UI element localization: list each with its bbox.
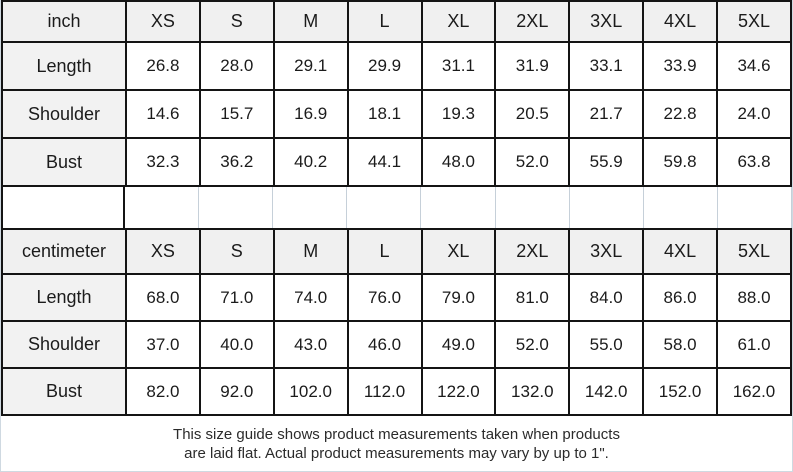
value-cell: 29.1: [274, 42, 348, 90]
spacer-label-cell: [1, 187, 125, 228]
value-cell: 81.0: [495, 274, 569, 321]
size-header-xs: XS: [126, 229, 200, 274]
value-cell: 49.0: [422, 321, 496, 368]
value-cell: 82.0: [126, 368, 200, 415]
value-cell: 68.0: [126, 274, 200, 321]
spacer-cell: [570, 187, 644, 228]
size-header-2xl: 2XL: [495, 1, 569, 42]
value-cell: 43.0: [274, 321, 348, 368]
centimeter-size-table: [1, 228, 792, 416]
value-cell: 52.0: [495, 138, 569, 186]
value-cell: 31.1: [422, 42, 496, 90]
size-header-5xl: 5XL: [717, 229, 791, 274]
value-cell: 46.0: [348, 321, 422, 368]
value-cell: 20.5: [495, 90, 569, 138]
unit-header-centimeter: centimeter: [2, 229, 126, 274]
value-cell: 32.3: [126, 138, 200, 186]
value-cell: 142.0: [569, 368, 643, 415]
size-header-3xl: 3XL: [569, 1, 643, 42]
value-cell: 132.0: [495, 368, 569, 415]
value-cell: 15.7: [200, 90, 274, 138]
value-cell: 162.0: [717, 368, 791, 415]
value-cell: 48.0: [422, 138, 496, 186]
value-cell: 61.0: [717, 321, 791, 368]
value-cell: 18.1: [348, 90, 422, 138]
value-cell: 58.0: [643, 321, 717, 368]
value-cell: 16.9: [274, 90, 348, 138]
spacer-cell: [125, 187, 199, 228]
disclaimer: [1, 416, 792, 463]
spacer-cell: [347, 187, 421, 228]
value-cell: 112.0: [348, 368, 422, 415]
size-header-xl: XL: [422, 229, 496, 274]
table-spacer: [1, 187, 792, 228]
spacer-cell: [199, 187, 273, 228]
value-cell: 26.8: [126, 42, 200, 90]
centimeter-bust-row: [2, 368, 791, 415]
value-cell: 37.0: [126, 321, 200, 368]
value-cell: 28.0: [200, 42, 274, 90]
unit-header-inch: inch: [2, 1, 126, 42]
size-header-l: L: [348, 229, 422, 274]
inch-length-row: [2, 42, 791, 90]
spacer-cell: [496, 187, 570, 228]
disclaimer-line-1: This size guide shows product measurements taken when products: [173, 426, 620, 443]
value-cell: 14.6: [126, 90, 200, 138]
value-cell: 59.8: [643, 138, 717, 186]
value-cell: 79.0: [422, 274, 496, 321]
value-cell: 44.1: [348, 138, 422, 186]
value-cell: 22.8: [643, 90, 717, 138]
value-cell: 86.0: [643, 274, 717, 321]
value-cell: 152.0: [643, 368, 717, 415]
inch-header-row: [2, 1, 791, 42]
size-header-xs: XS: [126, 1, 200, 42]
value-cell: 92.0: [200, 368, 274, 415]
disclaimer-line-2: are laid flat. Actual product measurements may vary by up to 1".: [184, 445, 609, 462]
value-cell: 74.0: [274, 274, 348, 321]
value-cell: 36.2: [200, 138, 274, 186]
value-cell: 21.7: [569, 90, 643, 138]
value-cell: 55.0: [569, 321, 643, 368]
value-cell: 88.0: [717, 274, 791, 321]
size-header-s: S: [200, 229, 274, 274]
value-cell: 84.0: [569, 274, 643, 321]
size-header-4xl: 4XL: [643, 229, 717, 274]
inch-shoulder-row: [2, 90, 791, 138]
spacer-cell: [273, 187, 347, 228]
size-header-m: M: [274, 229, 348, 274]
size-header-4xl: 4XL: [643, 1, 717, 42]
row-label-shoulder: Shoulder: [2, 321, 126, 368]
value-cell: 52.0: [495, 321, 569, 368]
value-cell: 34.6: [717, 42, 791, 90]
value-cell: 55.9: [569, 138, 643, 186]
value-cell: 122.0: [422, 368, 496, 415]
value-cell: 102.0: [274, 368, 348, 415]
size-header-xl: XL: [422, 1, 496, 42]
row-label-bust: Bust: [2, 368, 126, 415]
centimeter-length-row: [2, 274, 791, 321]
size-header-l: L: [348, 1, 422, 42]
inch-bust-row: [2, 138, 791, 186]
value-cell: 76.0: [348, 274, 422, 321]
centimeter-shoulder-row: [2, 321, 791, 368]
row-label-bust: Bust: [2, 138, 126, 186]
size-header-5xl: 5XL: [717, 1, 791, 42]
value-cell: 24.0: [717, 90, 791, 138]
centimeter-header-row: [2, 229, 791, 274]
value-cell: 40.2: [274, 138, 348, 186]
spacer-cell: [644, 187, 718, 228]
spacer-cell: [718, 187, 792, 228]
size-header-2xl: 2XL: [495, 229, 569, 274]
value-cell: 33.1: [569, 42, 643, 90]
value-cell: 19.3: [422, 90, 496, 138]
value-cell: 29.9: [348, 42, 422, 90]
value-cell: 71.0: [200, 274, 274, 321]
size-header-s: S: [200, 1, 274, 42]
value-cell: 31.9: [495, 42, 569, 90]
value-cell: 33.9: [643, 42, 717, 90]
size-header-m: M: [274, 1, 348, 42]
value-cell: 40.0: [200, 321, 274, 368]
value-cell: 63.8: [717, 138, 791, 186]
size-header-3xl: 3XL: [569, 229, 643, 274]
row-label-length: Length: [2, 42, 126, 90]
row-label-shoulder: Shoulder: [2, 90, 126, 138]
spacer-cell: [421, 187, 495, 228]
row-label-length: Length: [2, 274, 126, 321]
inch-size-table: [1, 0, 792, 187]
